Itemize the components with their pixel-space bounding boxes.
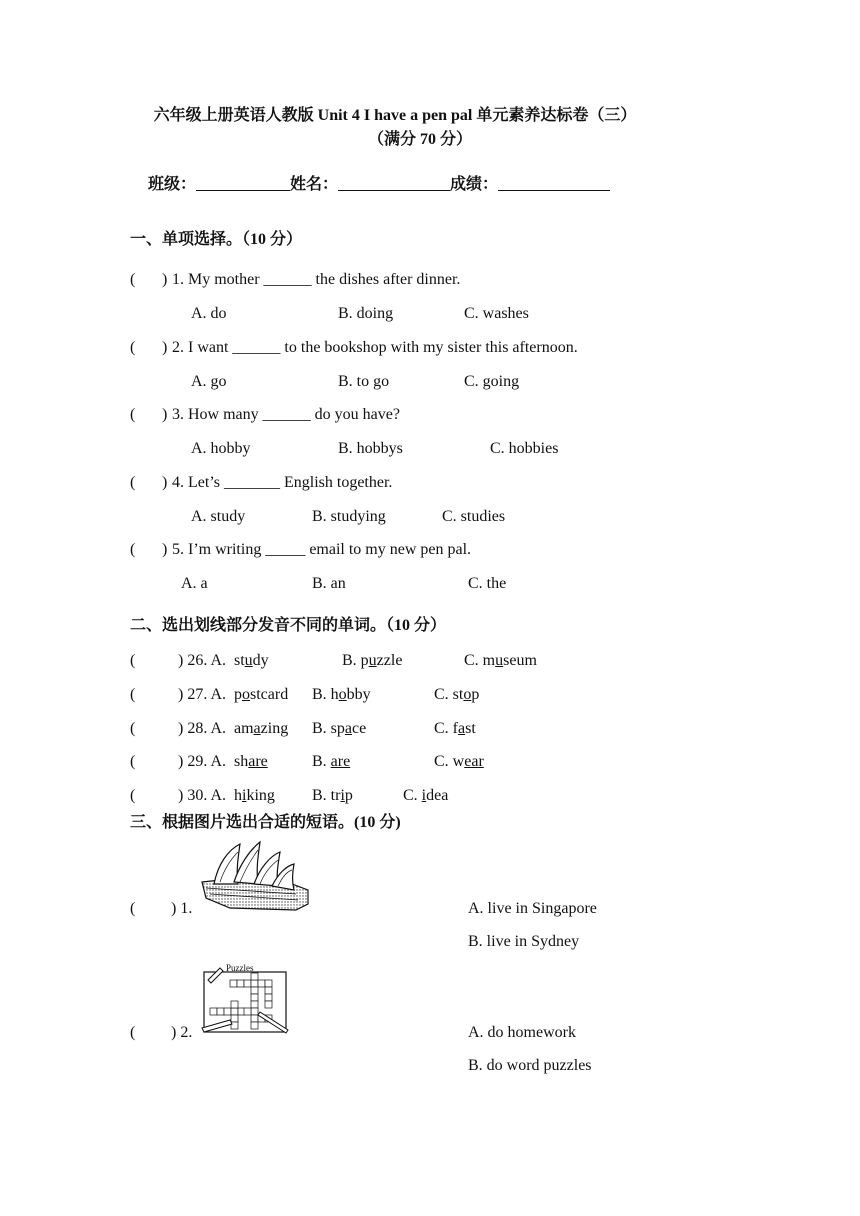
puzzle-caption: Puzzles [226,963,254,973]
option-b: B. doing [338,305,394,322]
page-subtitle: （满分 70 分） [367,131,472,148]
word-puzzle-image [200,962,292,1034]
answer-paren-open[interactable]: ( [130,900,136,917]
option-a: share [234,753,268,770]
info-line [148,174,610,195]
class-label: 班级： [148,176,197,193]
option-a: A. hobby [191,440,251,457]
option-a: A. go [191,373,227,390]
row-number: ) 26. A. [178,652,226,669]
answer-paren-open[interactable]: ( [130,541,136,558]
option-c: C. museum [464,652,537,669]
option-b: B. space [312,720,367,737]
option-b: B. hobby [312,686,371,703]
question-text: 1. My mother ______ the dishes after dinner. [172,271,461,288]
question-text: 4. Let’s _______ English together. [172,474,393,491]
option-c: C. studies [442,508,506,525]
row-number: ) 30. A. [178,787,226,804]
row-number: ) 27. A. [178,686,226,703]
answer-paren-close: ) [162,271,168,288]
answer-paren-open[interactable]: ( [130,474,136,491]
option-b: B. trip [312,787,353,804]
option-a: A. live in Singapore [468,900,597,917]
score-blank[interactable] [498,174,610,191]
option-b: B. an [312,575,346,592]
option-a: A. do [191,305,227,322]
page-title: 六年级上册英语人教版 Unit 4 I have a pen pal 单元素养达标卷（三） [153,107,637,124]
question-text: 5. I’m writing _____ email to my new pen pal. [172,541,472,558]
option-b: B. do word puzzles [468,1057,592,1074]
section2-heading: 二、选出划线部分发音不同的单词。（10 分） [130,617,447,634]
section3-heading: 三、根据图片选出合适的短语。(10 分) [130,814,401,831]
option-b: B. studying [312,508,386,525]
option-c: C. going [464,373,520,390]
item-label: ) 1. [171,900,193,917]
answer-paren-close: ) [162,474,168,491]
option-b: B. puzzle [342,652,403,669]
answer-paren-close: ) [162,406,168,423]
question-text: 2. I want ______ to the bookshop with my sister this afternoon. [172,339,578,356]
sydney-opera-house-image [200,838,312,910]
name-blank[interactable] [338,174,450,191]
option-a: study [234,652,269,669]
answer-paren-open[interactable]: ( [130,686,136,703]
name-label: 姓名： [290,176,339,193]
option-c: C. hobbies [490,440,559,457]
answer-paren-open[interactable]: ( [130,787,136,804]
option-a: postcard [234,686,289,703]
option-b: B. hobbys [338,440,403,457]
answer-paren-open[interactable]: ( [130,753,136,770]
option-b: B. to go [338,373,390,390]
option-c: C. wear [434,753,484,770]
option-a: A. study [191,508,246,525]
option-b: B. are [312,753,351,770]
question-text: 3. How many ______ do you have? [172,406,400,423]
section1-heading: 一、单项选择。（10 分） [130,231,303,248]
item-label: ) 2. [171,1024,193,1041]
answer-paren-open[interactable]: ( [130,406,136,423]
option-a: A. a [181,575,208,592]
answer-paren-close: ) [162,339,168,356]
option-a: amazing [234,720,289,737]
option-c: C. stop [434,686,480,703]
row-number: ) 29. A. [178,753,226,770]
answer-paren-open[interactable]: ( [130,720,136,737]
class-blank[interactable] [196,174,290,191]
option-b: B. live in Sydney [468,933,580,950]
option-c: C. fast [434,720,476,737]
row-number: ) 28. A. [178,720,226,737]
score-label: 成绩： [450,176,499,193]
option-c: C. idea [403,787,449,804]
option-a: hiking [234,787,275,804]
answer-paren-open[interactable]: ( [130,1024,136,1041]
answer-paren-close: ) [162,541,168,558]
answer-paren-open[interactable]: ( [130,652,136,669]
answer-paren-open[interactable]: ( [130,339,136,356]
option-c: C. washes [464,305,529,322]
answer-paren-open[interactable]: ( [130,271,136,288]
option-a: A. do homework [468,1024,576,1041]
option-c: C. the [468,575,507,592]
